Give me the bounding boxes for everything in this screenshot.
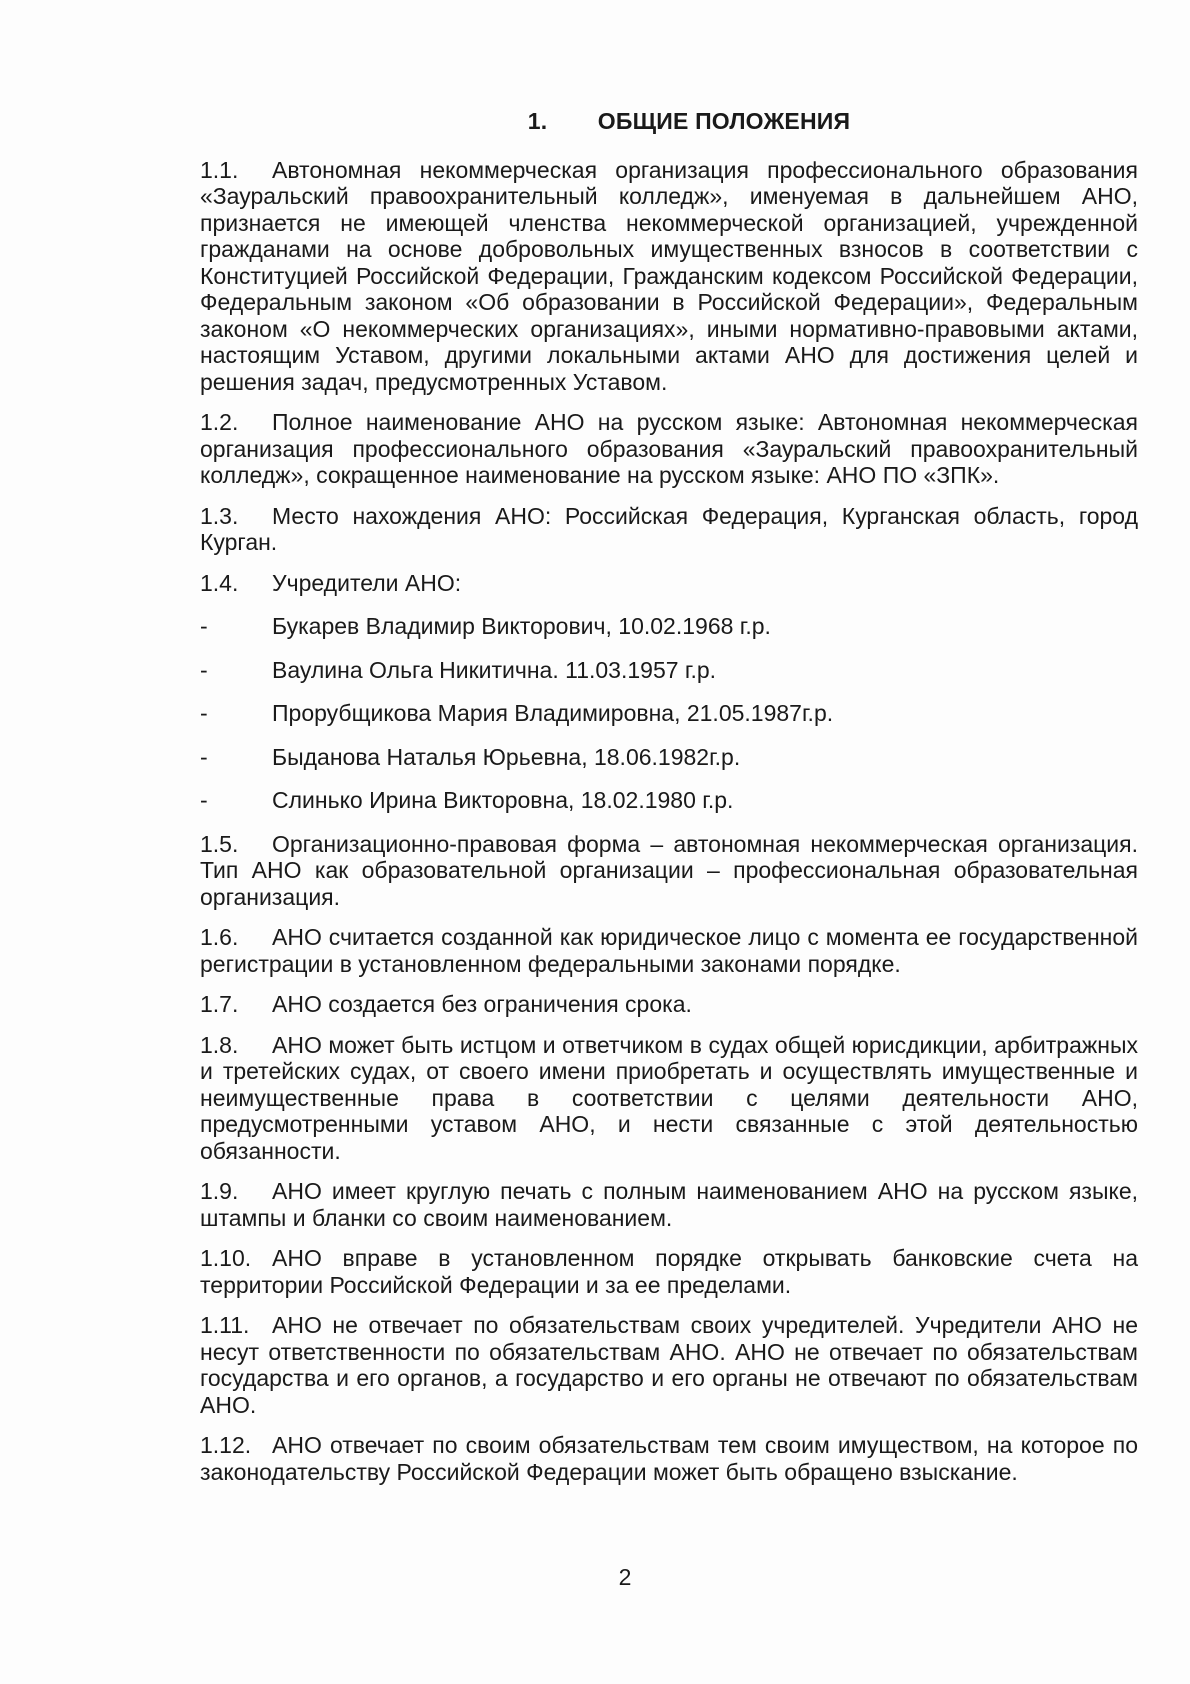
paragraph-1-2 — [200, 409, 1138, 489]
paragraph-text: АНО считается созданной как юридическое лицо с момента ее государственной регистрации в установленном федеральными законами порядке. — [200, 924, 1138, 977]
paragraph-1-1 — [200, 157, 1138, 396]
founder-text: Слинько Ирина Викторовна, 18.02.1980 г.р. — [272, 787, 734, 813]
list-dash: - — [200, 613, 208, 639]
founder-text: Прорубщикова Мария Владимировна, 21.05.1987г.р. — [272, 700, 834, 726]
paragraph-1-10 — [200, 1245, 1138, 1298]
section-title: ОБЩИЕ ПОЛОЖЕНИЯ — [597, 108, 851, 134]
paragraph-1-8 — [200, 1032, 1138, 1165]
paragraph-text: Организационно-правовая форма – автономная некоммерческая организация. Тип АНО как образовательной организации – профессиональная образовательная организация. — [200, 830, 1138, 910]
paragraph-number: 1.3. — [200, 502, 239, 529]
paragraph-1-3 — [200, 503, 1138, 556]
founder-text: Быданова Наталья Юрьевна, 18.06.1982г.р. — [272, 743, 741, 770]
paragraph-1-7 — [200, 991, 1138, 1018]
list-dash: - — [200, 787, 208, 813]
paragraph-text: АНО имеет круглую печать с полным наименованием АНО на русском языке, штампы и бланки со своим наименованием. — [200, 1178, 1138, 1231]
paragraph-number: 1.10. — [200, 1245, 252, 1271]
paragraph-1-11 — [200, 1312, 1138, 1418]
paragraph-number: 1.7. — [200, 991, 239, 1017]
list-dash: - — [200, 743, 208, 770]
paragraph-text: Учредители АНО: — [272, 569, 462, 596]
paragraph-number: 1.2. — [200, 409, 239, 435]
list-item — [200, 613, 1138, 640]
paragraph-1-12 — [200, 1432, 1138, 1485]
paragraph-number: 1.5. — [200, 830, 239, 857]
paragraph-number: 1.9. — [200, 1178, 239, 1204]
document-body — [200, 108, 1138, 1499]
list-item — [200, 657, 1138, 684]
paragraph-1-6 — [200, 924, 1138, 977]
list-item — [200, 700, 1138, 727]
paragraph-text: АНО вправе в установленном порядке открывать банковские счета на территории Российской Федерации и за ее пределами. — [200, 1245, 1138, 1298]
paragraph-number: 1.1. — [200, 156, 239, 183]
paragraph-text: АНО не отвечает по обязательствам своих учредителей. Учредители АНО не несут ответственности по обязательствам АНО. АНО не отвечает по обязательствам государства и его органов, а государство и его органы не отвечают по обязательствам АНО. — [200, 1312, 1138, 1418]
list-dash: - — [200, 700, 208, 726]
paragraph-text: АНО создается без ограничения срока. — [272, 991, 692, 1017]
paragraph-number: 1.4. — [200, 569, 239, 596]
paragraph-text: Автономная некоммерческая организация профессионального образования «Зауральский правоохранительный колледж», именуемая в дальнейшем АНО, признается не имеющей членства некоммерческой организацией, учрежденной гражданами на основе добровольных имущественных взносов в соответствии с Конституцией Российской Федерации, Гражданским кодексом Российской Федерации, Федеральным законом «Об образовании в Российской Федерации», Федеральным законом «О некоммерческих организациях», иными нормативно-правовыми актами, настоящим Уставом, другими локальными актами АНО для достижения целей и решения задач, предусмотренных Уставом. — [200, 156, 1138, 395]
paragraph-number: 1.11. — [200, 1312, 250, 1338]
paragraph-1-5 — [200, 831, 1138, 911]
paragraph-1-9 — [200, 1178, 1138, 1231]
list-item — [200, 787, 1138, 814]
paragraph-number: 1.12. — [200, 1432, 252, 1458]
founder-text: Букарев Владимир Викторович, 10.02.1968 г.р. — [272, 613, 771, 639]
paragraph-number: 1.6. — [200, 924, 239, 950]
founders-list — [200, 613, 1138, 814]
paragraph-text: АНО отвечает по своим обязательствам тем своим имуществом, на которое по законодательству Российской Федерации может быть обращено взыскание. — [200, 1432, 1138, 1485]
paragraph-number: 1.8. — [200, 1031, 239, 1058]
paragraph-text: Полное наименование АНО на русском языке: Автономная некоммерческая организация профессионального образования «Зауральский правоохранительный колледж», сокращенное наименование на русском языке: АНО ПО «ЗПК». — [200, 409, 1138, 488]
page-number: 2 — [618, 1564, 632, 1590]
paragraph-text: АНО может быть истцом и ответчиком в судах общей юрисдикции, арбитражных и третейских судах, от своего имени приобретать и осуществлять имущественные и неимущественные права в соответствии с целями деятельности АНО, предусмотренными уставом АНО, и нести связанные с этой деятельностью обязанности. — [200, 1031, 1138, 1164]
list-item — [200, 744, 1138, 771]
paragraph-1-4 — [200, 570, 1138, 597]
section-number: 1. — [527, 108, 548, 134]
paragraph-text: Место нахождения АНО: Российская Федерация, Курганская область, город Курган. — [200, 502, 1138, 555]
section-heading — [200, 108, 1138, 135]
list-dash: - — [200, 656, 208, 683]
founder-text: Ваулина Ольга Никитична. 11.03.1957 г.р. — [272, 656, 717, 683]
